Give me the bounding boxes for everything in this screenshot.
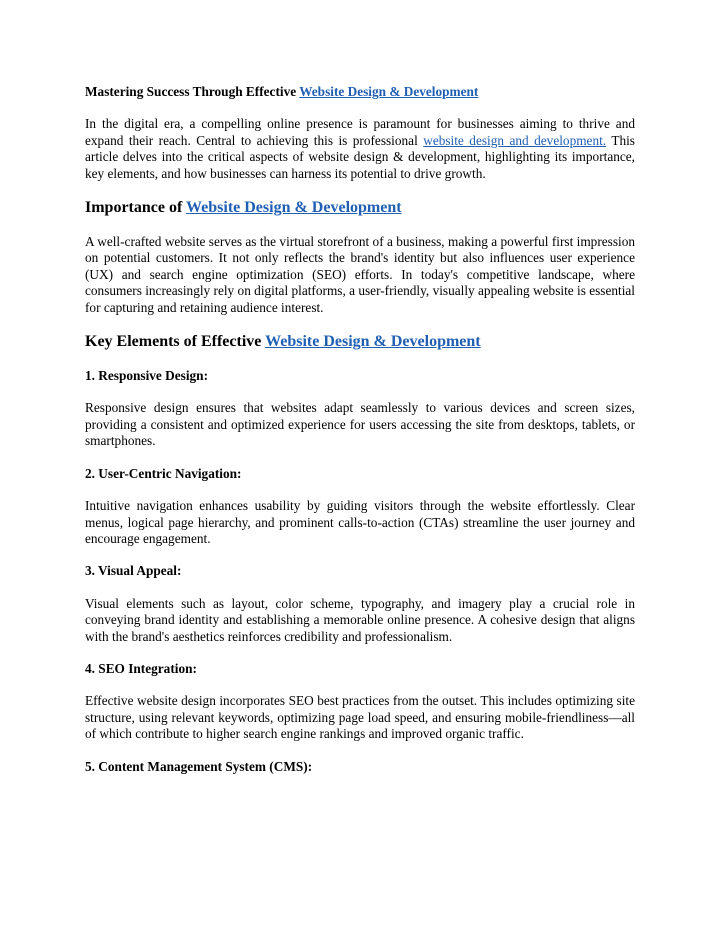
intro-paragraph <box>85 116 635 182</box>
element-2-title: 2. User-Centric Navigation: <box>85 465 242 481</box>
key-elements-heading-text: Key Elements of Effective <box>85 333 266 351</box>
document-title <box>85 84 635 100</box>
element-5-title: 5. Content Management System (CMS): <box>85 758 313 774</box>
key-elements-heading-link[interactable]: Website Design & Development <box>265 333 481 351</box>
importance-heading-link[interactable]: Website Design & Development <box>186 199 402 217</box>
document-title-link[interactable]: Website Design & Development <box>299 84 479 99</box>
importance-heading <box>85 198 635 218</box>
document-title-text: Mastering Success Through Effective <box>85 84 300 99</box>
key-elements-heading <box>85 332 635 352</box>
intro-link[interactable]: website design and development. <box>423 132 607 148</box>
element-3-title: 3. Visual Appeal: <box>85 563 182 579</box>
importance-heading-text: Importance of <box>85 199 187 217</box>
element-3-body: Visual elements such as layout, color scheme, typography, and imagery play a crucial role in conveying brand identity and establishing a memorable online presence. A cohesive design that aligns with the brand's aesthetics reinforces credibility and professionalism. <box>85 595 635 644</box>
document-page <box>85 84 635 791</box>
intro-text-before: In the digital era, a compelling online presence is paramount for businesses aiming to thrive and expand their reach. Central to achieving this is professional <box>85 116 635 148</box>
element-4-body: Effective website design incorporates SEO best practices from the outset. This includes optimizing site structure, using relevant keywords, optimizing page load speed, and ensuring mobile-friendliness—all of which contribute to higher search engine rankings and improved organic traffic. <box>85 693 635 742</box>
element-1-title: 1. Responsive Design: <box>85 368 209 384</box>
intro-text-after: This article delves into the critical aspects of website design & development, highlighting its importance, key elements, and how businesses can harness its potential to drive growth. <box>85 132 635 181</box>
element-2-body: Intuitive navigation enhances usability by guiding visitors through the website effortlessly. Clear menus, logical page hierarchy, and prominent calls-to-action (CTAs) streamline the user journey and encourage engagement. <box>85 498 635 546</box>
element-1-body: Responsive design ensures that websites adapt seamlessly to various devices and screen sizes, providing a consistent and optimized experience for users accessing the site from desktops, tablets, or smartphones. <box>85 400 635 449</box>
element-4-title: 4. SEO Integration: <box>85 660 197 676</box>
importance-paragraph: A well-crafted website serves as the virtual storefront of a business, making a powerful first impression on potential customers. It not only reflects the brand's identity but also influences user experience (UX) and search engine optimization (SEO) efforts. In today's competitive landscape, where consumers increasingly rely on digital platforms, a user-friendly, visually appealing website is essential for capturing and retaining audience interest. <box>85 234 635 315</box>
